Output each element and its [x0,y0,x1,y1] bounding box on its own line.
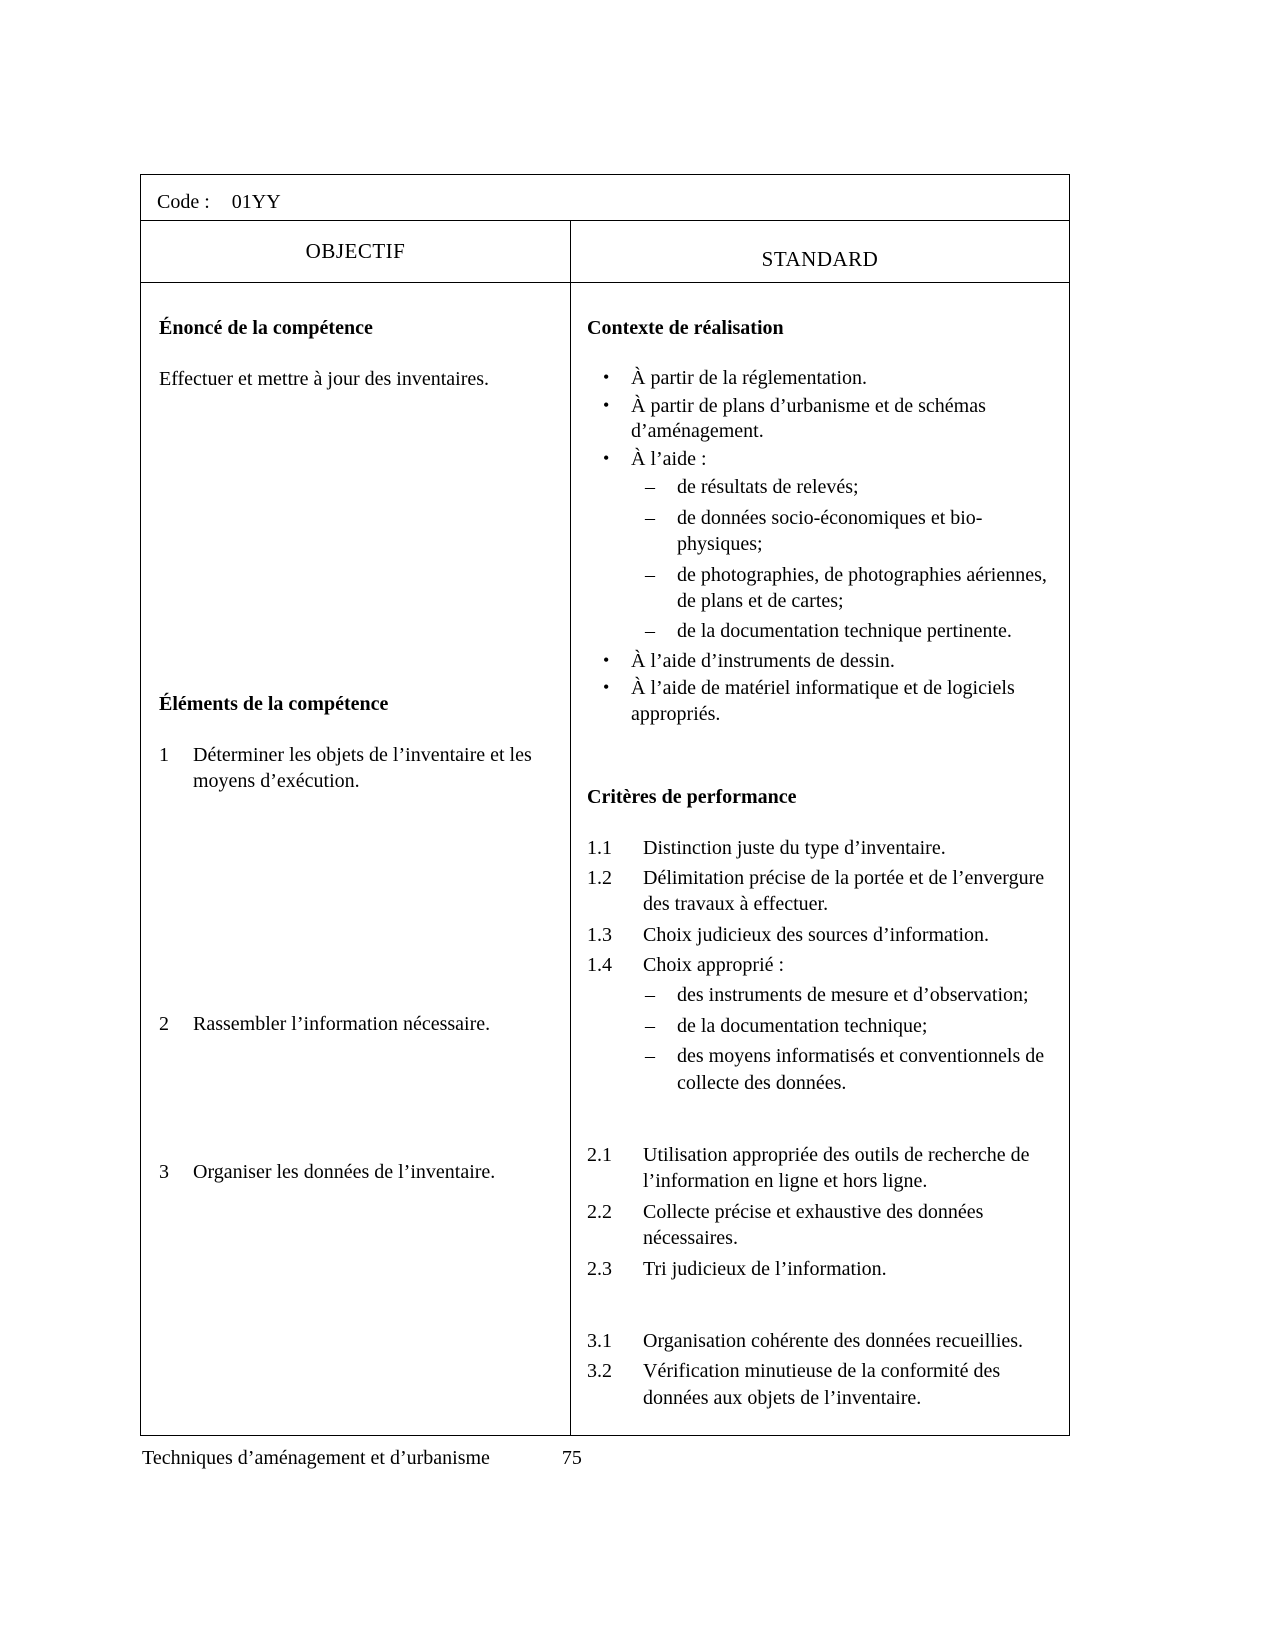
list-item-text: de la documentation technique; [677,1014,928,1037]
list-item-text: de résultats de relevés; [677,476,859,499]
criterion-item [587,1328,1049,1354]
list-item-text: À l’aide d’instruments de dessin. [631,649,895,672]
list-item [631,1013,1049,1039]
criterion-number: 3.2 [587,1360,612,1383]
list-item [587,649,1049,675]
list-item [631,1043,1049,1096]
element-number: 3 [159,1161,169,1184]
criterion-number: 2.2 [587,1200,612,1223]
criterion-text: Utilisation appropriée des outils de recherche de l’information en ligne et hors ligne. [643,1144,1030,1193]
bullet-icon: • [603,447,610,468]
right-gap-1 [587,730,1049,786]
element-text: Rassembler l’information nécessaire. [193,1012,491,1035]
criterion-text: Tri judicieux de l’information. [643,1257,887,1280]
context-bullet-list-end [587,649,1049,728]
criterion-number: 1.4 [587,954,612,977]
code-value: 01YY [231,191,281,213]
performance-criteria-title: Critères de performance [587,785,797,808]
table-header-row [141,221,1069,283]
element-number: 1 [159,744,169,766]
criterion-item [587,835,1049,861]
element-number: 2 [159,1012,169,1035]
criterion-text: Collecte précise et exhaustive des données nécessaires. [643,1200,984,1250]
footer-page-number: 75 [561,1447,582,1469]
criterion-item [587,922,1049,948]
competency-table [140,174,1070,1436]
page-footer [142,1447,1072,1470]
competence-statement-title: Énoncé de la compétence [159,317,373,339]
dash-icon: – [645,476,655,499]
criterion-text: Vérification minutieuse de la conformité des données aux objets de l’inventaire. [643,1360,1001,1409]
list-item [587,366,1049,392]
list-item [631,618,1049,644]
bullet-icon: • [603,394,610,415]
criterion-number: 1.1 [587,836,612,859]
criterion-text: Choix judicieux des sources d’information. [643,923,990,946]
column-header-standard: STANDARD [761,247,879,271]
dash-icon: – [645,1014,655,1037]
realisation-context-title: Contexte de réalisation [587,317,784,339]
left-gap-2 [159,1041,552,1159]
dash-icon: – [645,506,655,529]
bullet-icon: • [603,649,610,670]
criterion-item [587,1142,1049,1195]
left-spacer [159,393,552,693]
competence-statement-text: Effectuer et mettre à jour des inventaires. [159,368,490,390]
criterion-item [587,1199,1049,1252]
dash-icon: – [645,620,655,643]
dash-icon: – [645,1045,655,1068]
list-item [631,562,1049,615]
dash-icon: – [645,563,655,586]
list-item [631,505,1049,558]
element-item-2 [159,1011,552,1037]
list-item-text: À partir de la réglementation. [631,367,868,389]
list-item-text: de la documentation technique pertinente. [677,620,1012,643]
list-item [587,394,1049,445]
criterion-item [587,1358,1049,1411]
criterion-number: 2.1 [587,1144,612,1167]
criterion-text: Distinction juste du type d’inventaire. [643,836,946,859]
criterion-item [587,1256,1049,1282]
list-item-text: À l’aide de matériel informatique et de logiciels appropriés. [631,677,1015,725]
bullet-icon: • [603,367,610,387]
code-label: Code : [157,191,210,213]
list-item [587,676,1049,727]
element-text: Déterminer les objets de l’inventaire et les moyens d’exécution. [193,744,532,793]
table-body-row [141,283,1069,1435]
list-item-text: des instruments de mesure et d’observation; [677,984,1029,1007]
element-item-1 [159,742,552,795]
criteria-sub-list [631,982,1049,1096]
criterion-text: Délimitation précise de la portée et de l’envergure des travaux à effectuer. [643,866,1045,916]
criterion-text: Organisation cohérente des données recueillies. [643,1329,1024,1352]
criterion-item [587,952,1049,978]
right-gap-2 [587,1100,1049,1142]
list-item-text: de photographies, de photographies aériennes, de plans et de cartes; [677,563,1047,612]
list-item-text: À l’aide : [631,447,707,470]
list-item [587,447,1049,473]
criterion-number: 2.3 [587,1257,612,1280]
competence-elements-title: Éléments de la compétence [159,693,389,715]
list-item [631,982,1049,1008]
criterion-number: 1.2 [587,866,612,889]
right-gap-3 [587,1286,1049,1328]
standard-column [571,283,1069,1435]
criterion-item [587,865,1049,918]
criterion-text: Choix approprié : [643,954,785,977]
list-item-text: des moyens informatisés et conventionnels de collecte des données. [677,1045,1045,1094]
column-header-objectif: OBJECTIF [141,221,571,282]
context-bullet-list [587,366,1049,472]
element-item-3 [159,1159,552,1185]
list-item-text: À partir de plans d’urbanisme et de schémas d’aménagement. [631,394,986,443]
context-sub-list [631,474,1049,644]
footer-program-name: Techniques d’aménagement et d’urbanisme [142,1447,490,1469]
criterion-number: 1.3 [587,923,612,946]
list-item [631,474,1049,500]
objectif-column [141,283,571,1435]
criterion-number: 3.1 [587,1329,612,1352]
code-row [141,175,1069,221]
bullet-icon: • [603,677,610,698]
list-item-text: de données socio-économiques et bio-physiques; [677,506,983,556]
dash-icon: – [645,984,655,1007]
element-text: Organiser les données de l’inventaire. [193,1161,496,1184]
left-gap-1 [159,799,552,1011]
